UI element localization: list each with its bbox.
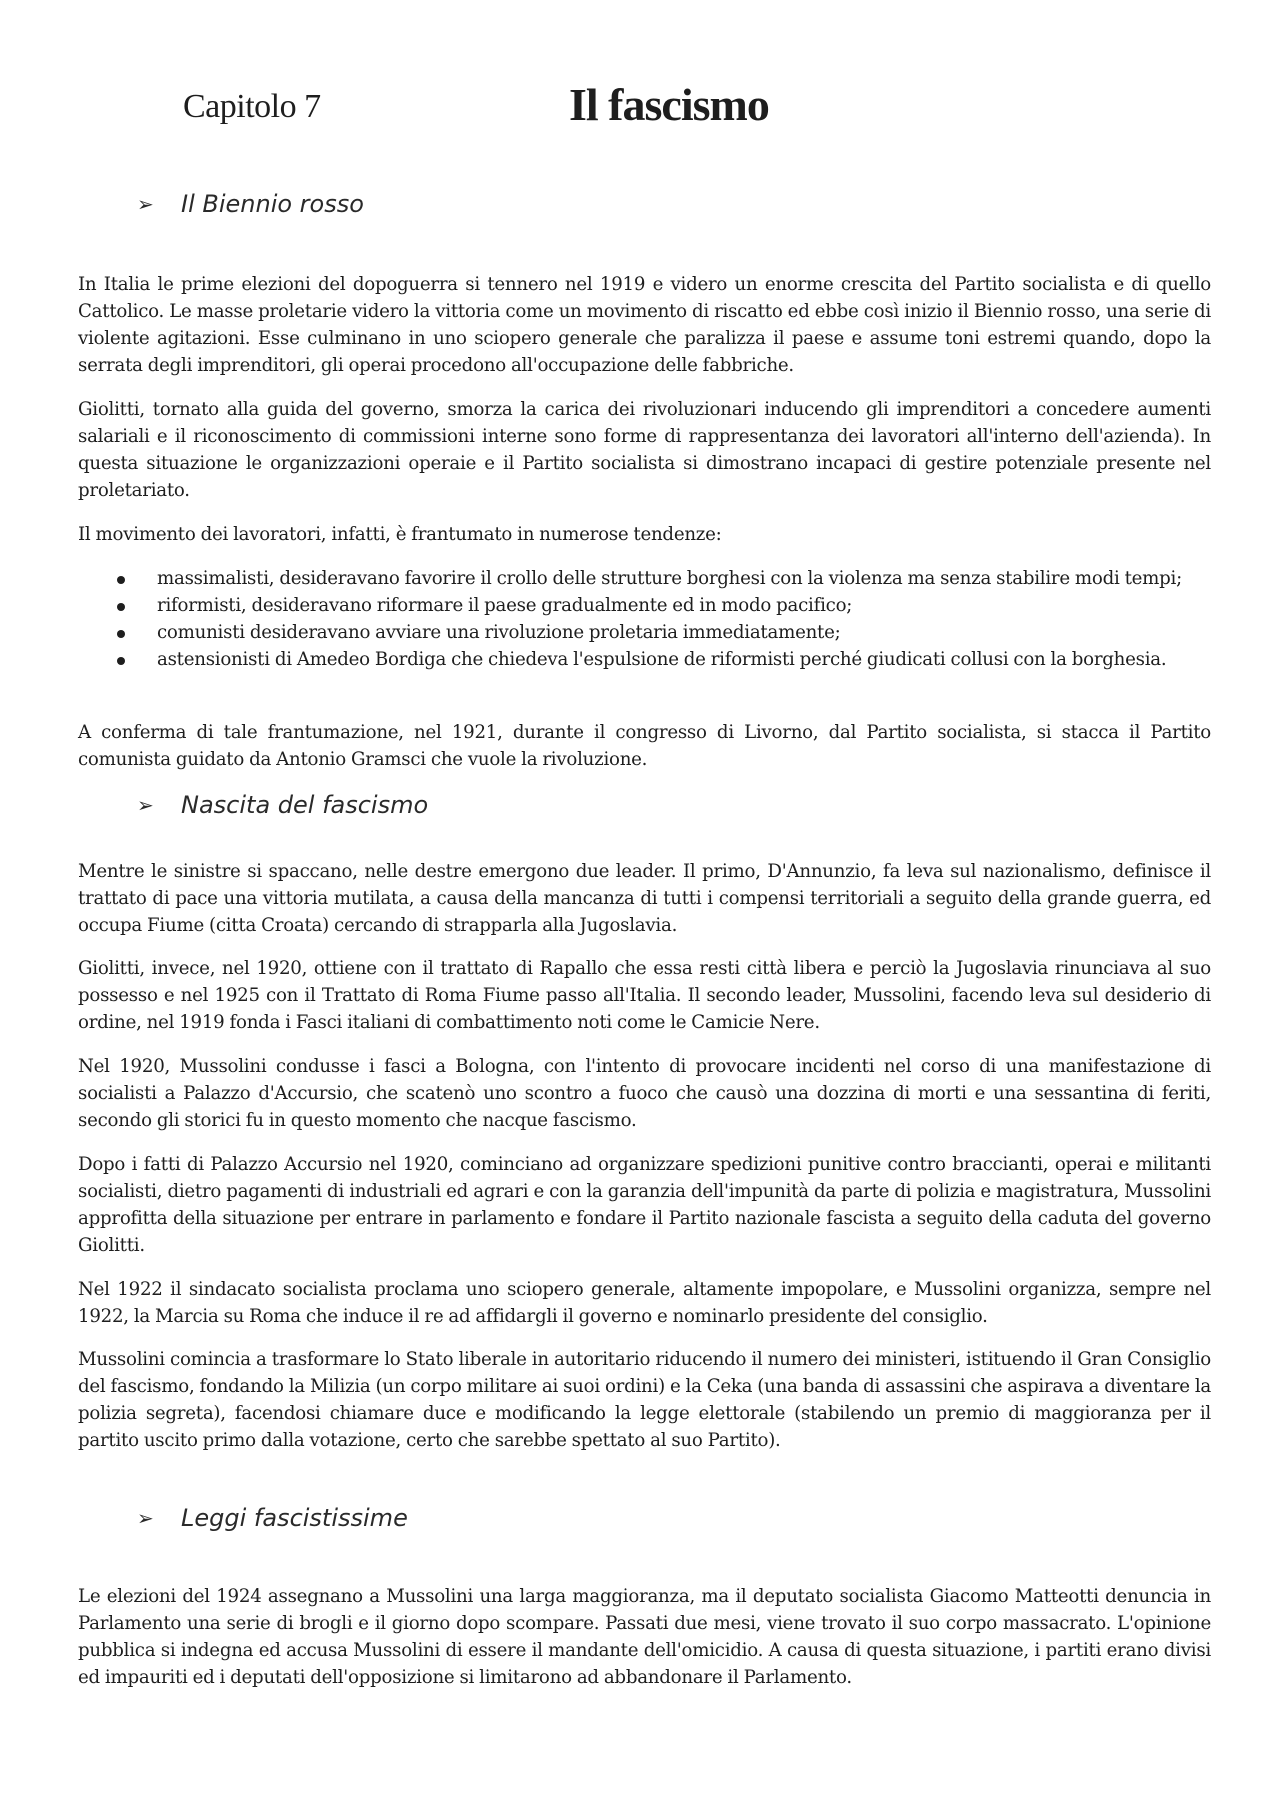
- paragraph: Nel 1922 il sindacato socialista proclama uno sciopero generale, altamente impopolare, e Mussolini organizza, sempre nel 1922, la Marcia su Roma che induce il re ad affidargli il governo e nominarlo presidente del consiglio.: [78, 1279, 1211, 1327]
- chapter-title: Il fascismo: [569, 79, 769, 130]
- chapter-label: Capitolo 7: [183, 88, 321, 125]
- section-heading-text: Nascita del fascismo: [181, 791, 429, 819]
- bullet-icon: [117, 576, 125, 584]
- paragraph: Il movimento dei lavoratori, infatti, è frantumato in numerose tendenze:: [78, 524, 722, 545]
- list-item: astensionisti di Amedeo Bordiga che chiedeva l'espulsione de riformisti perché giudicati collusi con la borghesia.: [78, 646, 1211, 673]
- section-heading-nascita-fascismo: [137, 791, 428, 819]
- section-heading-text: Il Biennio rosso: [181, 190, 364, 218]
- section-heading-biennio-rosso: [137, 190, 364, 218]
- list-item: massimalisti, desideravano favorire il crollo delle strutture borghesi con la violenza ma senza stabilire modi tempi;: [78, 565, 1211, 592]
- paragraph: Dopo i fatti di Palazzo Accursio nel 1920, cominciano ad organizzare spedizioni punitive contro braccianti, operai e militanti socialisti, dietro pagamenti di industriali ed agrari e con la garanzia dell'impunità da parte di polizia e magistratura, Mussolini approfitta della situazione per entrare in parlamento e fondare il Partito nazionale fascista a seguito della caduta del governo Giolitti.: [78, 1154, 1211, 1256]
- arrow-bullet-icon: ➢: [137, 793, 154, 817]
- paragraph: Mentre le sinistre si spaccano, nelle destre emergono due leader. Il primo, D'Annunzio, fa leva sul nazionalismo, definisce il trattato di pace una vittoria mutilata, a causa della mancanza di tutti i compensi territoriali a seguito della grande guerra, ed occupa Fiume (citta Croata) cercando di strapparla alla Jugoslavia.: [78, 861, 1211, 936]
- bullet-icon: [117, 630, 125, 638]
- paragraph: Mussolini comincia a trasformare lo Stato liberale in autoritario riducendo il numero dei ministeri, istituendo il Gran Consiglio del fascismo, fondando la Milizia (un corpo militare ai suoi ordini) e la Ceka (una banda di assassini che aspirava a diventare la polizia segreta), facendosi chiamare duce e modificando la legge elettorale (stabilendo un premio di maggioranza per il partito uscito primo dalla votazione, certo che sarebbe spettato al suo Partito).: [78, 1349, 1211, 1451]
- list-item: riformisti, desideravano riformare il paese gradualmente ed in modo pacifico;: [78, 592, 1211, 619]
- paragraph: Giolitti, tornato alla guida del governo, smorza la carica dei rivoluzionari inducendo gli imprenditori a concedere aumenti salariali e il riconoscimento di commissioni interne sono forme di rappresentanza dei lavoratori all'interno dell'azienda). In questa situazione le organizzazioni operaie e il Partito socialista si dimostrano incapaci di gestire potenziale presente nel proletariato.: [78, 399, 1211, 501]
- paragraph: Le elezioni del 1924 assegnano a Mussolini una larga maggioranza, ma il deputato socialista Giacomo Matteotti denuncia in Parlamento una serie di brogli e il giorno dopo scompare. Passati due mesi, viene trovato il suo corpo massacrato. L'opinione pubblica si indegna ed accusa Mussolini di essere il mandante dell'omicidio. A causa di questa situazione, i partiti erano divisi ed impauriti ed i deputati dell'opposizione si limitarono ad abbandonare il Parlamento.: [78, 1586, 1211, 1688]
- list-item: comunisti desideravano avviare una rivoluzione proletaria immediatamente;: [78, 619, 1211, 646]
- bullet-icon: [117, 657, 125, 665]
- section-heading-text: Leggi fascistissime: [181, 1504, 408, 1532]
- bullet-icon: [117, 603, 125, 611]
- paragraph: Nel 1920, Mussolini condusse i fasci a Bologna, con l'intento di provocare incidenti nel corso di una manifestazione di socialisti a Palazzo d'Accursio, che scatenò uno scontro a fuoco che causò una dozzina di morti e una sessantina di feriti, secondo gli storici fu in questo momento che nacque fascismo.: [78, 1056, 1211, 1131]
- paragraph: In Italia le prime elezioni del dopoguerra si tennero nel 1919 e videro un enorme crescita del Partito socialista e di quello Cattolico. Le masse proletarie videro la vittoria come un movimento di riscatto ed ebbe così inizio il Biennio rosso, una serie di violente agitazioni. Esse culminano in uno sciopero generale che paralizza il paese e assume toni estremi quando, dopo la serrata degli imprenditori, gli operai procedono all'occupazione delle fabbriche.: [78, 274, 1211, 376]
- paragraph: A conferma di tale frantumazione, nel 1921, durante il congresso di Livorno, dal Partito socialista, si stacca il Partito comunista guidato da Antonio Gramsci che vuole la rivoluzione.: [78, 722, 1211, 770]
- paragraph: Giolitti, invece, nel 1920, ottiene con il trattato di Rapallo che essa resti città libera e perciò la Jugoslavia rinunciava al suo possesso e nel 1925 con il Trattato di Roma Fiume passo all'Italia. Il secondo leader, Mussolini, facendo leva sul desiderio di ordine, nel 1919 fonda i Fasci italiani di combattimento noti come le Camicie Nere.: [78, 958, 1211, 1033]
- section-heading-leggi-fascistissime: [137, 1504, 408, 1532]
- arrow-bullet-icon: ➢: [137, 192, 154, 216]
- tendencies-list: [78, 565, 1211, 673]
- arrow-bullet-icon: ➢: [137, 1506, 154, 1530]
